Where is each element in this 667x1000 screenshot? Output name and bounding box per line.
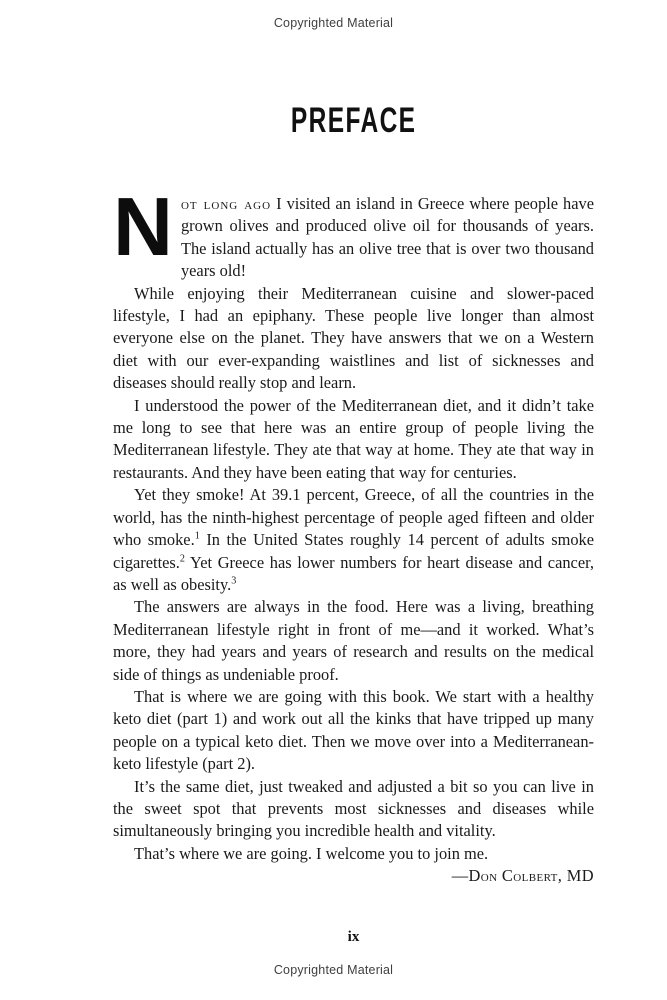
paragraph-4-segment-3: Yet Greece has lower numbers for heart disease and cancer, as well as obesity. xyxy=(113,552,594,594)
paragraph-4-segment-2: In the United States roughly 14 percent of adults smoke cigarettes. xyxy=(113,530,595,572)
paragraph-1-text: I visited an island in Greece where people have grown olives and produced olive oil for thousands of years. The island actually has an olive tree that is over two thousand years old! xyxy=(180,194,594,281)
paragraph-1 xyxy=(113,180,594,283)
page-number: ix xyxy=(347,929,360,945)
paragraph-6: That is where we are going with this book. We start with a healthy keto diet (part 1) and work out all the kinks that have tripped up many people on a typical keto diet. Then we move over into a Mediterranean-keto lifestyle (part 2). xyxy=(113,686,594,774)
footnote-ref-3: 3 xyxy=(231,575,237,587)
paragraph-4-segment-1: Yet they smoke! At 39.1 percent, Greece, of all the countries in the world, has the ninth-highest percentage of people aged fifteen and older who smoke. xyxy=(113,485,594,550)
paragraph-2: While enjoying their Mediterranean cuisine and slower-paced lifestyle, I had an epiphany. These people live longer than almost everyone else on the planet. They have answers that we on a Western diet with our ever-expanding waistlines and list of sicknesses and diseases should really stop and learn. xyxy=(113,283,594,393)
preface-body xyxy=(113,180,595,888)
copyright-notice-bottom: Copyrighted Material xyxy=(273,963,394,977)
author-signature: —Don Colbert, MD xyxy=(451,866,594,886)
copyright-notice-top: Copyrighted Material xyxy=(273,16,394,30)
footnote-ref-1: 1 xyxy=(194,530,200,542)
paragraph-3: I understood the power of the Mediterranean diet, and it didn’t take me long to see that here was an entire group of people living the Mediterranean lifestyle. They ate that way at home. They ate that way in restaurants. And they have been eating that way for centuries. xyxy=(113,395,594,482)
paragraph-5: The answers are always in the food. Here was a living, breathing Mediterranean lifestyle right in front of me—and it worked. What’s more, they had years and years of research and results on the medical side of things as undeniable proof. xyxy=(113,597,594,684)
paragraph-8: That’s where we are going. I welcome you to join me. xyxy=(134,843,489,863)
lead-small-caps: ot long ago xyxy=(180,194,272,213)
drop-cap: N xyxy=(113,180,173,273)
footnote-ref-2: 2 xyxy=(179,553,185,565)
chapter-title xyxy=(113,101,594,141)
paragraph-7: It’s the same diet, just tweaked and adjusted a bit so you can live in the sweet spot that prevents most sicknesses and diseases while simultaneously bringing you incredible health and vitality. xyxy=(113,776,594,841)
paragraph-4 xyxy=(113,484,594,596)
chapter-title-text: PREFACE xyxy=(290,101,417,140)
